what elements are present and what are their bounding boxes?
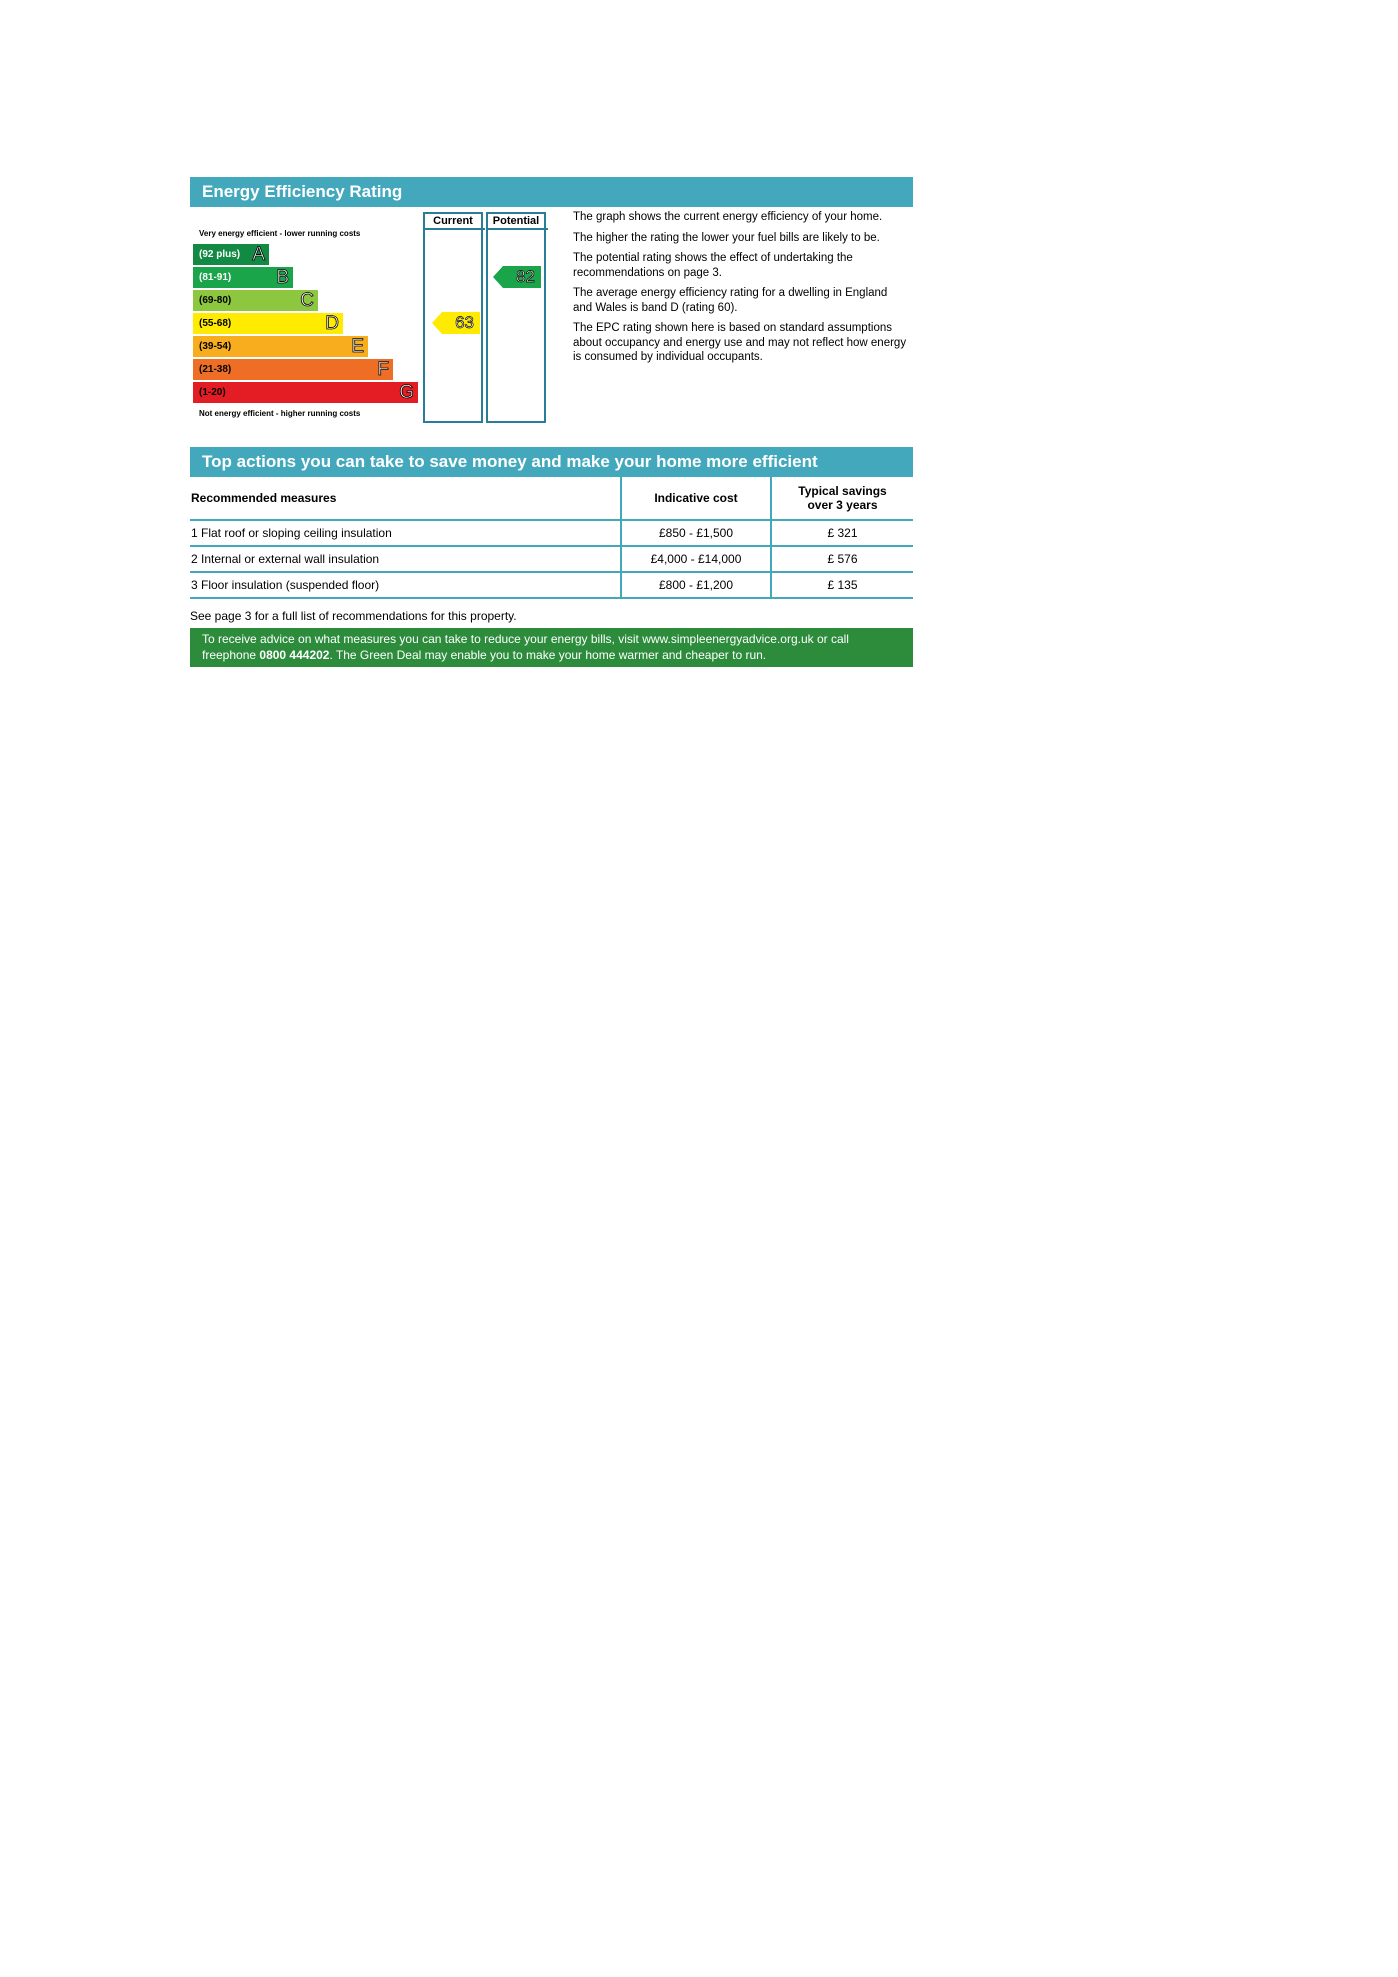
band-d — [193, 313, 343, 334]
table-row — [190, 546, 913, 572]
savings-header — [771, 477, 913, 520]
measures-header: Recommended measures — [191, 491, 337, 505]
actions-section-title: Top actions you can take to save money and make your home more efficient — [190, 447, 913, 477]
description-paragraph: The higher the rating the lower your fuel bills are likely to be. — [573, 231, 880, 244]
savings-cell: £ 576 — [771, 546, 913, 572]
band-g-letter: G — [399, 382, 414, 403]
band-e-range: (39-54) — [199, 341, 232, 352]
measure-cell: 2 Internal or external wall insulation — [190, 546, 621, 572]
advice-text-part1: To receive advice on what measures you can take to reduce your energy bills, visit www.simpleenergyadvice.org.uk or call freephone — [202, 632, 849, 662]
savings-cell: £ 135 — [771, 572, 913, 598]
cost-header: Indicative cost — [621, 477, 771, 520]
band-g-range: (1-20) — [199, 387, 226, 398]
band-c-range: (69-80) — [199, 295, 232, 306]
band-b-range: (81-91) — [199, 272, 232, 283]
rating-body — [190, 207, 913, 429]
top-actions-panel — [190, 447, 913, 667]
measure-cell: 3 Floor insulation (suspended floor) — [190, 572, 621, 598]
description-paragraph: The EPC rating shown here is based on standard assumptions about occupancy and energy use and may not reflect how energy is consumed by individual occupants. — [573, 322, 907, 363]
measure-cell: 1 Flat roof or sloping ceiling insulation — [190, 520, 621, 546]
savings-cell: £ 321 — [771, 520, 913, 546]
very-efficient-label: Very energy efficient - lower running costs — [199, 229, 361, 238]
current-header-divider — [423, 228, 485, 230]
not-efficient-label: Not energy efficient - higher running costs — [199, 409, 361, 418]
band-a-letter: A — [252, 244, 265, 265]
band-a — [193, 244, 269, 265]
freephone-number: 0800 444202 — [259, 648, 330, 662]
description-paragraph: The average energy efficiency rating for a dwelling in England and Wales is band D (rating 60). — [573, 287, 888, 314]
band-a-range: (92 plus) — [199, 249, 241, 260]
band-f-letter: F — [377, 359, 389, 380]
band-b-letter: B — [276, 267, 289, 288]
table-row — [190, 520, 913, 546]
cost-cell: £850 - £1,500 — [621, 520, 771, 546]
band-f-range: (21-38) — [199, 364, 232, 375]
band-e-letter: E — [351, 336, 364, 357]
potential-header-divider — [486, 228, 548, 230]
table-row — [190, 572, 913, 598]
advice-text-part2: . The Green Deal may enable you to make your home warmer and cheaper to run. — [329, 648, 767, 662]
description-paragraph: The graph shows the current energy efficiency of your home. — [573, 211, 883, 223]
band-d-range: (55-68) — [199, 318, 232, 329]
potential-column-header: Potential — [492, 215, 540, 227]
potential-column — [486, 212, 546, 423]
potential-rating-value: 82 — [516, 267, 535, 286]
current-rating-value: 63 — [455, 313, 474, 332]
energy-efficiency-rating-panel — [190, 177, 913, 429]
current-column-header: Current — [433, 215, 473, 227]
potential-rating-arrow — [493, 266, 541, 288]
advice-box — [190, 628, 913, 667]
savings-header-line2: over 3 years — [807, 498, 878, 512]
band-e — [193, 336, 368, 357]
rating-description — [573, 210, 909, 371]
band-d-letter: D — [325, 313, 339, 334]
band-c-letter: C — [300, 290, 314, 311]
band-c — [193, 290, 318, 311]
band-f — [193, 359, 393, 380]
savings-header-line1: Typical savings — [798, 484, 887, 498]
recommendations-table — [190, 477, 913, 599]
band-g — [193, 382, 418, 403]
rating-section-title: Energy Efficiency Rating — [190, 177, 913, 207]
current-rating-arrow — [432, 312, 480, 334]
table-header-row — [190, 477, 913, 520]
cost-cell: £800 - £1,200 — [621, 572, 771, 598]
see-page-note: See page 3 for a full list of recommendations for this property. — [190, 609, 517, 623]
cost-cell: £4,000 - £14,000 — [621, 546, 771, 572]
band-b — [193, 267, 293, 288]
description-paragraph: The potential rating shows the effect of undertaking the recommendations on page 3. — [573, 252, 853, 279]
